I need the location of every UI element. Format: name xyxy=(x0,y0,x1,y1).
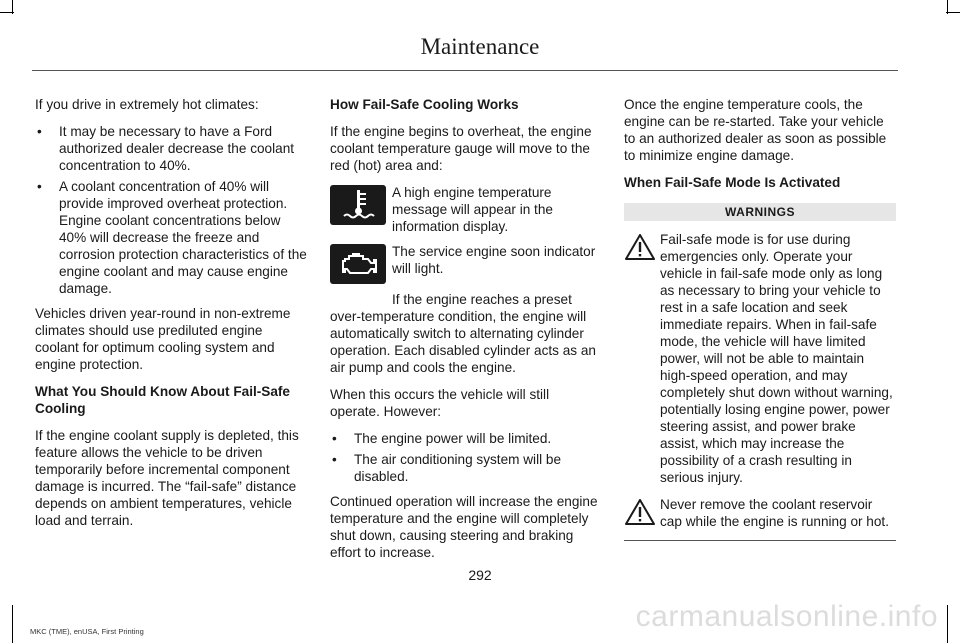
warning-triangle-icon xyxy=(624,498,656,526)
crop-mark-bottom-left-v xyxy=(12,605,13,643)
warning-triangle-icon xyxy=(624,233,656,261)
check-engine-text: The service engine soon indicator will light. xyxy=(392,244,596,276)
limitations-list xyxy=(330,430,602,485)
watermark: carmanualsonline.info xyxy=(635,600,938,633)
coolant-temp-message-text: A high engine temperature message will appear in the information display. xyxy=(392,185,553,234)
crop-mark-top-left-h xyxy=(0,12,14,13)
list-item: • The engine power will be limited. xyxy=(332,431,552,446)
warning-coolant-cap xyxy=(624,496,896,530)
warning-coolant-cap-text: Never remove the coolant reservoir cap while the engine is running or hot. xyxy=(660,497,889,529)
engine-coolant-temperature-icon xyxy=(330,185,386,225)
fail-safe-description: If the engine coolant supply is depleted, this feature allows the vehicle to be driven temporarily before incremental component damage is incurred. The “fail-safe” distance depends on ambient temperatures, vehicle load and terrain. xyxy=(35,428,299,528)
warning-fail-safe xyxy=(624,231,896,486)
check-engine-row xyxy=(330,243,602,283)
still-operate-paragraph: When this occurs the vehicle will still operate. However: xyxy=(330,387,550,419)
restart-paragraph: Once the engine temperature cools, the engine can be re-started. Take your vehicle to an authorized dealer as soon as possible to minimize engine damage. xyxy=(624,97,887,163)
column-middle xyxy=(330,96,602,571)
page-number: 292 xyxy=(468,567,492,583)
coolant-temp-message-row xyxy=(330,184,602,235)
list-item: • A coolant concentration of 40% will provide improved overheat protection. Engine coolant concentrations below 40% will decrease the freeze and corrosion protection characteristics of the engine coolant and may cause engine damage. xyxy=(37,179,307,296)
non-extreme-paragraph: Vehicles driven year-round in non-extreme climates should use prediluted engine coolant for optimum cooling system and engine protection. xyxy=(35,306,291,372)
column-left xyxy=(35,96,307,539)
overheat-intro: If the engine begins to overheat, the engine coolant temperature gauge will move to the red (hot) area and: xyxy=(330,124,592,173)
hot-climate-list xyxy=(35,123,307,297)
warning-fail-safe-text: Fail-safe mode is for use during emergencies only. Operate your vehicle in fail-safe mode only as long as necessary to bring your vehicle to rest in a safe location and seek immediate repairs. When in fail-safe mode, the vehicle will have limited power, will not be able to maintain high-speed operation, and may completely shut down without warning, potentially losing engine power, power steering assist, and power brake assist, which may increase the possibility of a crash resulting in serious injury. xyxy=(660,232,893,485)
hot-climate-intro: If you drive in extremely hot climates: xyxy=(35,97,259,112)
section-heading-activated: When Fail-Safe Mode Is Activated xyxy=(624,175,841,190)
warnings-divider xyxy=(624,540,896,541)
check-engine-icon xyxy=(330,244,386,284)
section-heading-how-works: How Fail-Safe Cooling Works xyxy=(330,97,519,112)
printing-info: MKC (TME), enUSA, First Printing xyxy=(30,627,144,636)
section-heading-fail-safe: What You Should Know About Fail-Safe Cooling xyxy=(35,384,290,416)
column-right xyxy=(624,96,896,541)
continued-operation-paragraph: Continued operation will increase the engine temperature and the engine will completely shut down, causing steering and braking effort to increase. xyxy=(330,494,598,560)
list-item: • It may be necessary to have a Ford authorized dealer decrease the coolant concentration to 40%. xyxy=(37,124,295,173)
warnings-banner: WARNINGS xyxy=(624,203,896,221)
page-title: Maintenance xyxy=(420,34,540,59)
over-temperature-paragraph: If the engine reaches a preset over-temperature condition, the engine will automatically switch to alternating cylinder operation. Each disabled cylinder acts as an air pump and cools the engine. xyxy=(330,292,596,375)
crop-mark-bottom-right-v xyxy=(947,605,948,643)
crop-mark-top-right-h xyxy=(946,12,960,13)
header-divider xyxy=(32,70,898,71)
list-item: • The air conditioning system will be disabled. xyxy=(332,452,562,484)
